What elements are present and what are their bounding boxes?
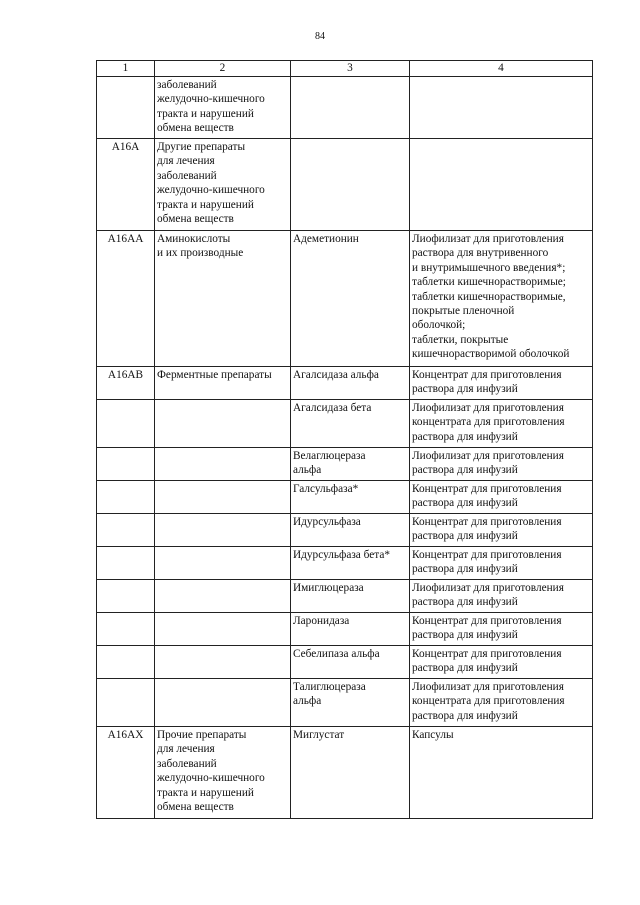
page-number: 84 [315,31,325,42]
table-row [97,448,593,481]
table-row [97,77,593,139]
drug-cell: Агалсидаза альфа [291,367,410,400]
drug-cell: Себелипаза альфа [291,646,410,679]
group-cell [155,679,291,727]
drug-cell: Имиглюцераза [291,580,410,613]
drug-cell: Велаглюцераза альфа [291,448,410,481]
drug-table [96,60,593,819]
form-cell: Лиофилизат для приготовления раствора для инфузий [410,448,593,481]
group-cell [155,646,291,679]
atc-code-cell [97,613,155,646]
form-cell: Лиофилизат для приготовления концентрата для приготовления раствора для инфузий [410,400,593,448]
group-cell: Ферментные препараты [155,367,291,400]
drug-cell: Идурсульфаза бета* [291,547,410,580]
form-cell: Концентрат для приготовления раствора для инфузий [410,367,593,400]
atc-code-cell [97,400,155,448]
form-cell: Концентрат для приготовления раствора для инфузий [410,547,593,580]
atc-code-cell [97,514,155,547]
header-col-1: 1 [97,61,155,77]
table-row [97,139,593,231]
atc-code-cell: A16A [97,139,155,231]
drug-cell: Агалсидаза бета [291,400,410,448]
group-cell [155,448,291,481]
group-cell [155,613,291,646]
atc-code-cell [97,547,155,580]
drug-cell: Талиглюцераза альфа [291,679,410,727]
header-row [97,61,593,77]
form-cell: Концентрат для приготовления раствора для инфузий [410,514,593,547]
drug-cell: Ларонидаза [291,613,410,646]
group-cell [155,481,291,514]
form-cell [410,139,593,231]
group-cell [155,400,291,448]
group-cell: Другие препараты для лечения заболеваний желудочно-кишечного тракта и нарушений обмена веществ [155,139,291,231]
drug-cell: Миглустат [291,727,410,819]
form-cell: Концентрат для приготовления раствора для инфузий [410,481,593,514]
table-row [97,679,593,727]
group-cell [155,514,291,547]
table-row [97,231,593,367]
group-cell [155,580,291,613]
form-cell [410,77,593,139]
atc-code-cell [97,448,155,481]
form-cell: Лиофилизат для приготовления концентрата для приготовления раствора для инфузий [410,679,593,727]
table-row [97,400,593,448]
header-col-3: 3 [291,61,410,77]
atc-code-cell: A16AX [97,727,155,819]
form-cell: Концентрат для приготовления раствора для инфузий [410,613,593,646]
atc-code-cell [97,580,155,613]
table-row [97,727,593,819]
atc-code-cell [97,77,155,139]
table-row [97,514,593,547]
atc-code-cell: A16AA [97,231,155,367]
atc-code-cell [97,679,155,727]
group-cell: Прочие препараты для лечения заболеваний желудочно-кишечного тракта и нарушений обмена веществ [155,727,291,819]
form-cell: Лиофилизат для приготовления раствора для внутривенного и внутримышечного введения*; таблетки кишечнорастворимые; таблетки кишечнорастворимые, покрытые пленочной оболочкой; таблетки, покрытые кишечнорастворимой оболочкой [410,231,593,367]
drug-cell: Галсульфаза* [291,481,410,514]
table-row [97,367,593,400]
drug-cell: Адеметионин [291,231,410,367]
form-cell: Капсулы [410,727,593,819]
drug-cell [291,139,410,231]
group-cell: заболеваний желудочно-кишечного тракта и нарушений обмена веществ [155,77,291,139]
drug-cell: Идурсульфаза [291,514,410,547]
table-row [97,613,593,646]
atc-code-cell: A16AB [97,367,155,400]
table-row [97,646,593,679]
header-col-2: 2 [155,61,291,77]
table-row [97,580,593,613]
group-cell [155,547,291,580]
drug-cell [291,77,410,139]
header-col-4: 4 [410,61,593,77]
group-cell: Аминокислоты и их производные [155,231,291,367]
table-row [97,547,593,580]
form-cell: Концентрат для приготовления раствора для инфузий [410,646,593,679]
form-cell: Лиофилизат для приготовления раствора для инфузий [410,580,593,613]
table-row [97,481,593,514]
atc-code-cell [97,481,155,514]
atc-code-cell [97,646,155,679]
